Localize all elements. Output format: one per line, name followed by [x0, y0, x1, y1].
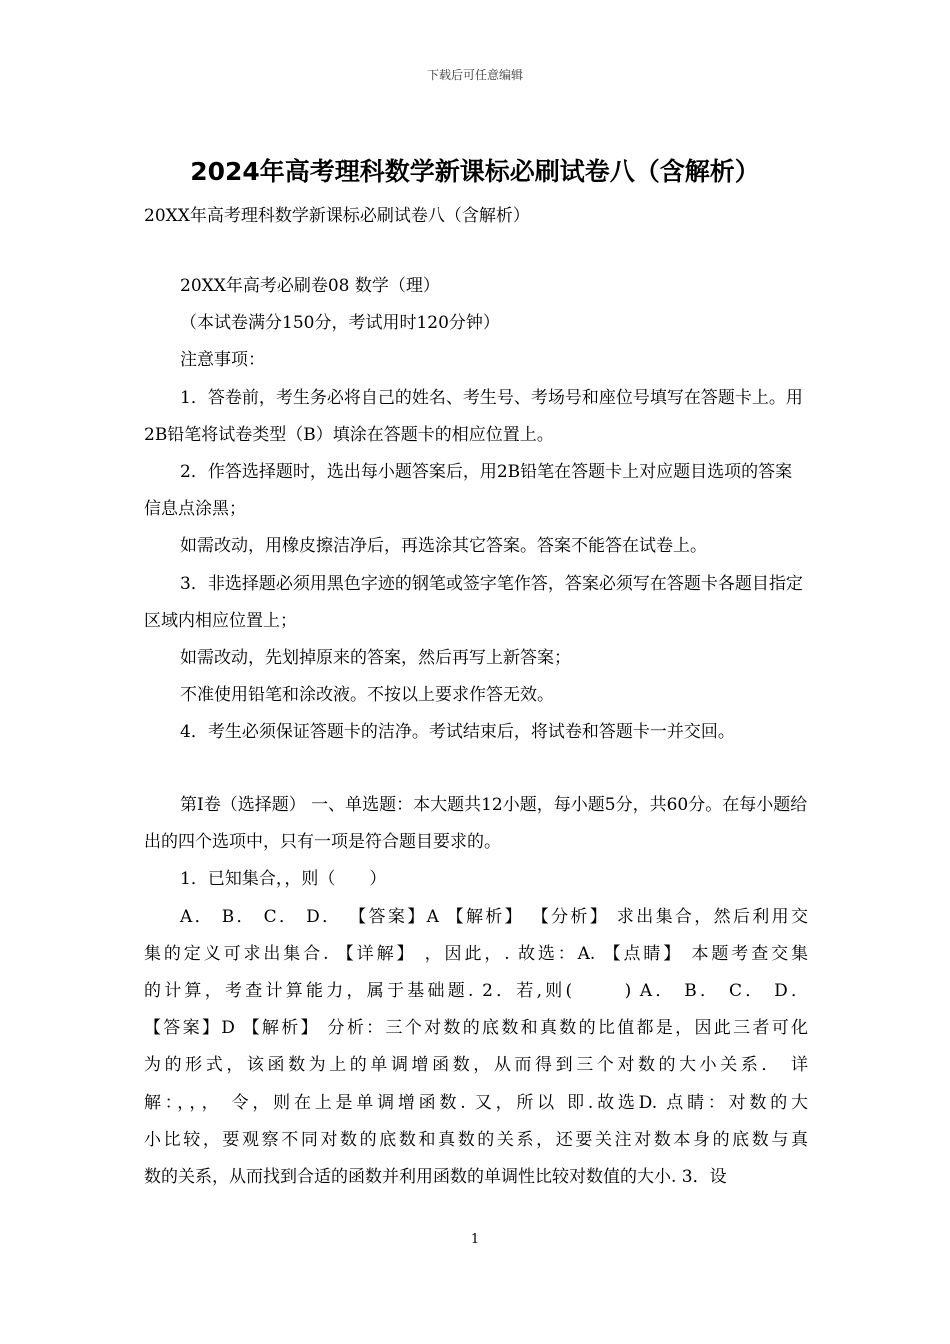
exam-name: 20XX年高考必刷卷08 数学（理）: [180, 276, 440, 296]
analysis-line: 为的形式，该函数为上的单调增函数，从而得到三个对数的大小关系． 详: [144, 1055, 808, 1076]
analysis-line: 集的定义可求出集合. 【详解】 ，因此，. 故选：A. 【点睛】 本题考查交集: [144, 943, 808, 964]
notice-item: 如需改动，用橡皮擦洁净后，再选涂其它答案。答案不能答在试卷上。: [180, 536, 707, 557]
notice-item: 不准使用铅笔和涂改液。不按以上要求作答无效。: [180, 685, 554, 706]
page-number: 1: [470, 1232, 480, 1247]
notice-item: 4．考生必须保证答题卡的洁净。考试结束后，将试卷和答题卡一并交回。: [180, 722, 735, 743]
notice-item: 2．作答选择题时，选出每小题答案后，用2B铅笔在答题卡上对应题目选项的答案信息点涂黑；: [144, 462, 793, 520]
notice-heading: 注意事项：: [180, 350, 265, 371]
notice-item: 1．答卷前，考生务必将自己的姓名、考生号、考场号和座位号填写在答题卡上。用2B铅笔将试卷类型（B）填涂在答题卡的相应位置上。: [144, 387, 803, 445]
analysis-line: 解：，，， 令，则在上是单调增函数. 又，所以 即.故选D. 点睛：对数的大: [144, 1092, 808, 1113]
analysis-line: 的计算，考查计算能力，属于基础题. 2．若,则( ) A． B． C． D．: [144, 981, 808, 1002]
exam-instructions: [144, 268, 808, 752]
header-note: 下载后可任意编辑: [426, 68, 523, 82]
answer-analysis: [144, 899, 808, 1197]
analysis-line: A． B． C． D． 【答案】A 【解析】 【分析】 求出集合，然后利用交: [180, 906, 808, 927]
document-subtitle: 20XX年高考理科数学新课标必刷试卷八（含解析）: [144, 206, 530, 226]
section-intro: 第Ⅰ卷（选择题） 一、单选题：本大题共12小题，每小题5分，共60分。在每小题给出的四个选项中，只有一项是符合题目要求的。: [144, 795, 808, 853]
analysis-line: 数的关系，从而找到合适的函数并利用函数的单调性比较对数值的大小. 3．设: [144, 1167, 727, 1188]
document-title: 2024年高考理科数学新课标必刷试卷八（含解析）: [190, 157, 760, 186]
score-time-note: （本试卷满分150分，考试用时120分钟）: [180, 313, 500, 334]
analysis-line: 【答案】D 【解析】 分析：三个对数的底数和真数的比值都是，因此三者可化: [144, 1018, 808, 1039]
question-1: 1．已知集合，，则（ ）: [180, 869, 387, 890]
analysis-line: 小比较，要观察不同对数的底数和真数的关系，还要关注对数本身的底数与真: [144, 1129, 808, 1150]
notice-item: 如需改动，先划掉原来的答案，然后再写上新答案；: [180, 648, 571, 669]
section-one: [144, 787, 808, 1196]
notice-item: 3．非选择题必须用黑色字迹的钢笔或签字笔作答，答案必须写在答题卡各题目指定区域内相应位置上；: [144, 573, 803, 631]
